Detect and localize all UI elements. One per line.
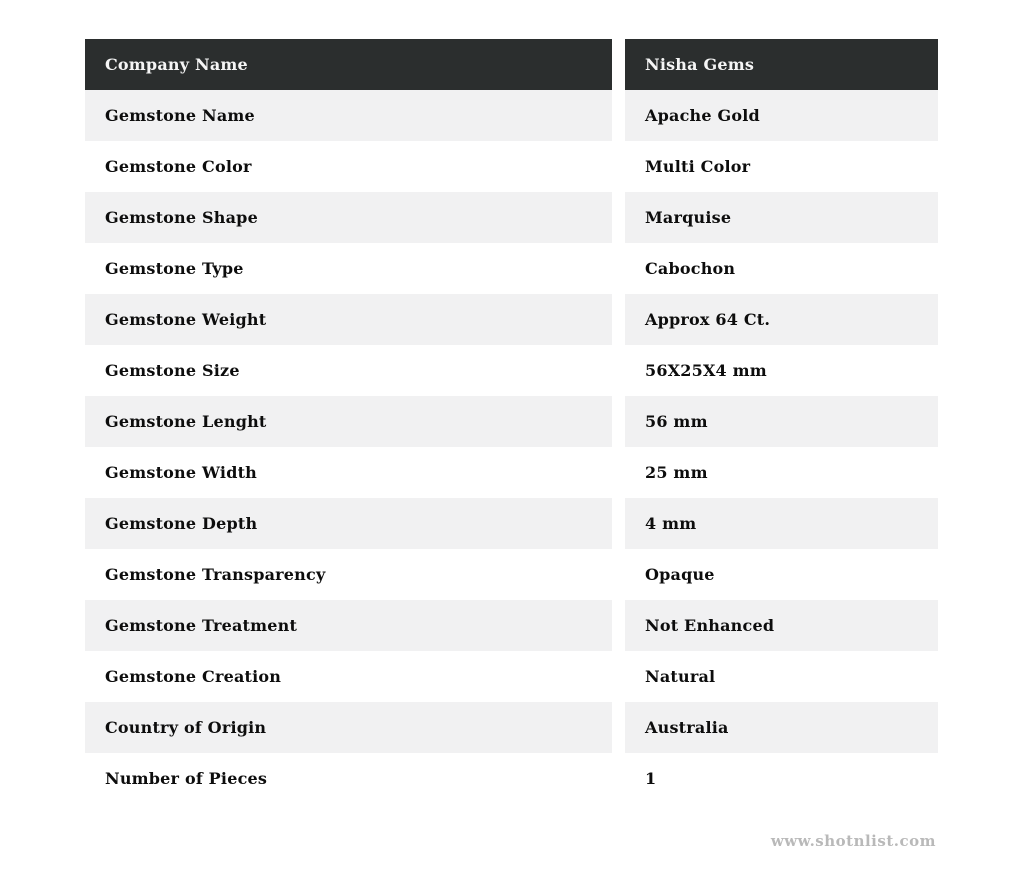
row-label: Gemstone Shape — [85, 192, 612, 243]
row-value: Cabochon — [625, 243, 938, 294]
row-label: Country of Origin — [85, 702, 612, 753]
table-row — [85, 90, 938, 141]
row-label: Gemstone Width — [85, 447, 612, 498]
row-label: Gemstone Creation — [85, 651, 612, 702]
table-header-row — [85, 39, 938, 90]
row-label: Gemstone Weight — [85, 294, 612, 345]
row-value: 4 mm — [625, 498, 938, 549]
table-row — [85, 549, 938, 600]
table-body — [85, 90, 938, 804]
table-row — [85, 753, 938, 804]
row-value: Not Enhanced — [625, 600, 938, 651]
row-label: Number of Pieces — [85, 753, 612, 804]
table-row — [85, 600, 938, 651]
table-row — [85, 345, 938, 396]
row-label: Gemstone Depth — [85, 498, 612, 549]
table-row — [85, 447, 938, 498]
company-name-header: Company Name — [85, 39, 612, 90]
row-value: 56 mm — [625, 396, 938, 447]
row-label: Gemstone Transparency — [85, 549, 612, 600]
row-value: Approx 64 Ct. — [625, 294, 938, 345]
table-row — [85, 192, 938, 243]
row-value: Australia — [625, 702, 938, 753]
row-value: Apache Gold — [625, 90, 938, 141]
row-label: Gemstone Lenght — [85, 396, 612, 447]
table-row — [85, 498, 938, 549]
row-value: Marquise — [625, 192, 938, 243]
row-label: Gemstone Treatment — [85, 600, 612, 651]
row-label: Gemstone Type — [85, 243, 612, 294]
table-row — [85, 396, 938, 447]
gemstone-spec-table — [85, 39, 938, 804]
row-value: Multi Color — [625, 141, 938, 192]
table-row — [85, 141, 938, 192]
table-row — [85, 294, 938, 345]
table-row — [85, 651, 938, 702]
company-name-value: Nisha Gems — [625, 39, 938, 90]
row-value: 1 — [625, 753, 938, 804]
row-value: 56X25X4 mm — [625, 345, 938, 396]
row-value: 25 mm — [625, 447, 938, 498]
watermark-text: www.shotnlist.com — [770, 832, 936, 850]
row-value: Natural — [625, 651, 938, 702]
row-label: Gemstone Size — [85, 345, 612, 396]
table-row — [85, 243, 938, 294]
row-label: Gemstone Color — [85, 141, 612, 192]
table-row — [85, 702, 938, 753]
row-value: Opaque — [625, 549, 938, 600]
row-label: Gemstone Name — [85, 90, 612, 141]
